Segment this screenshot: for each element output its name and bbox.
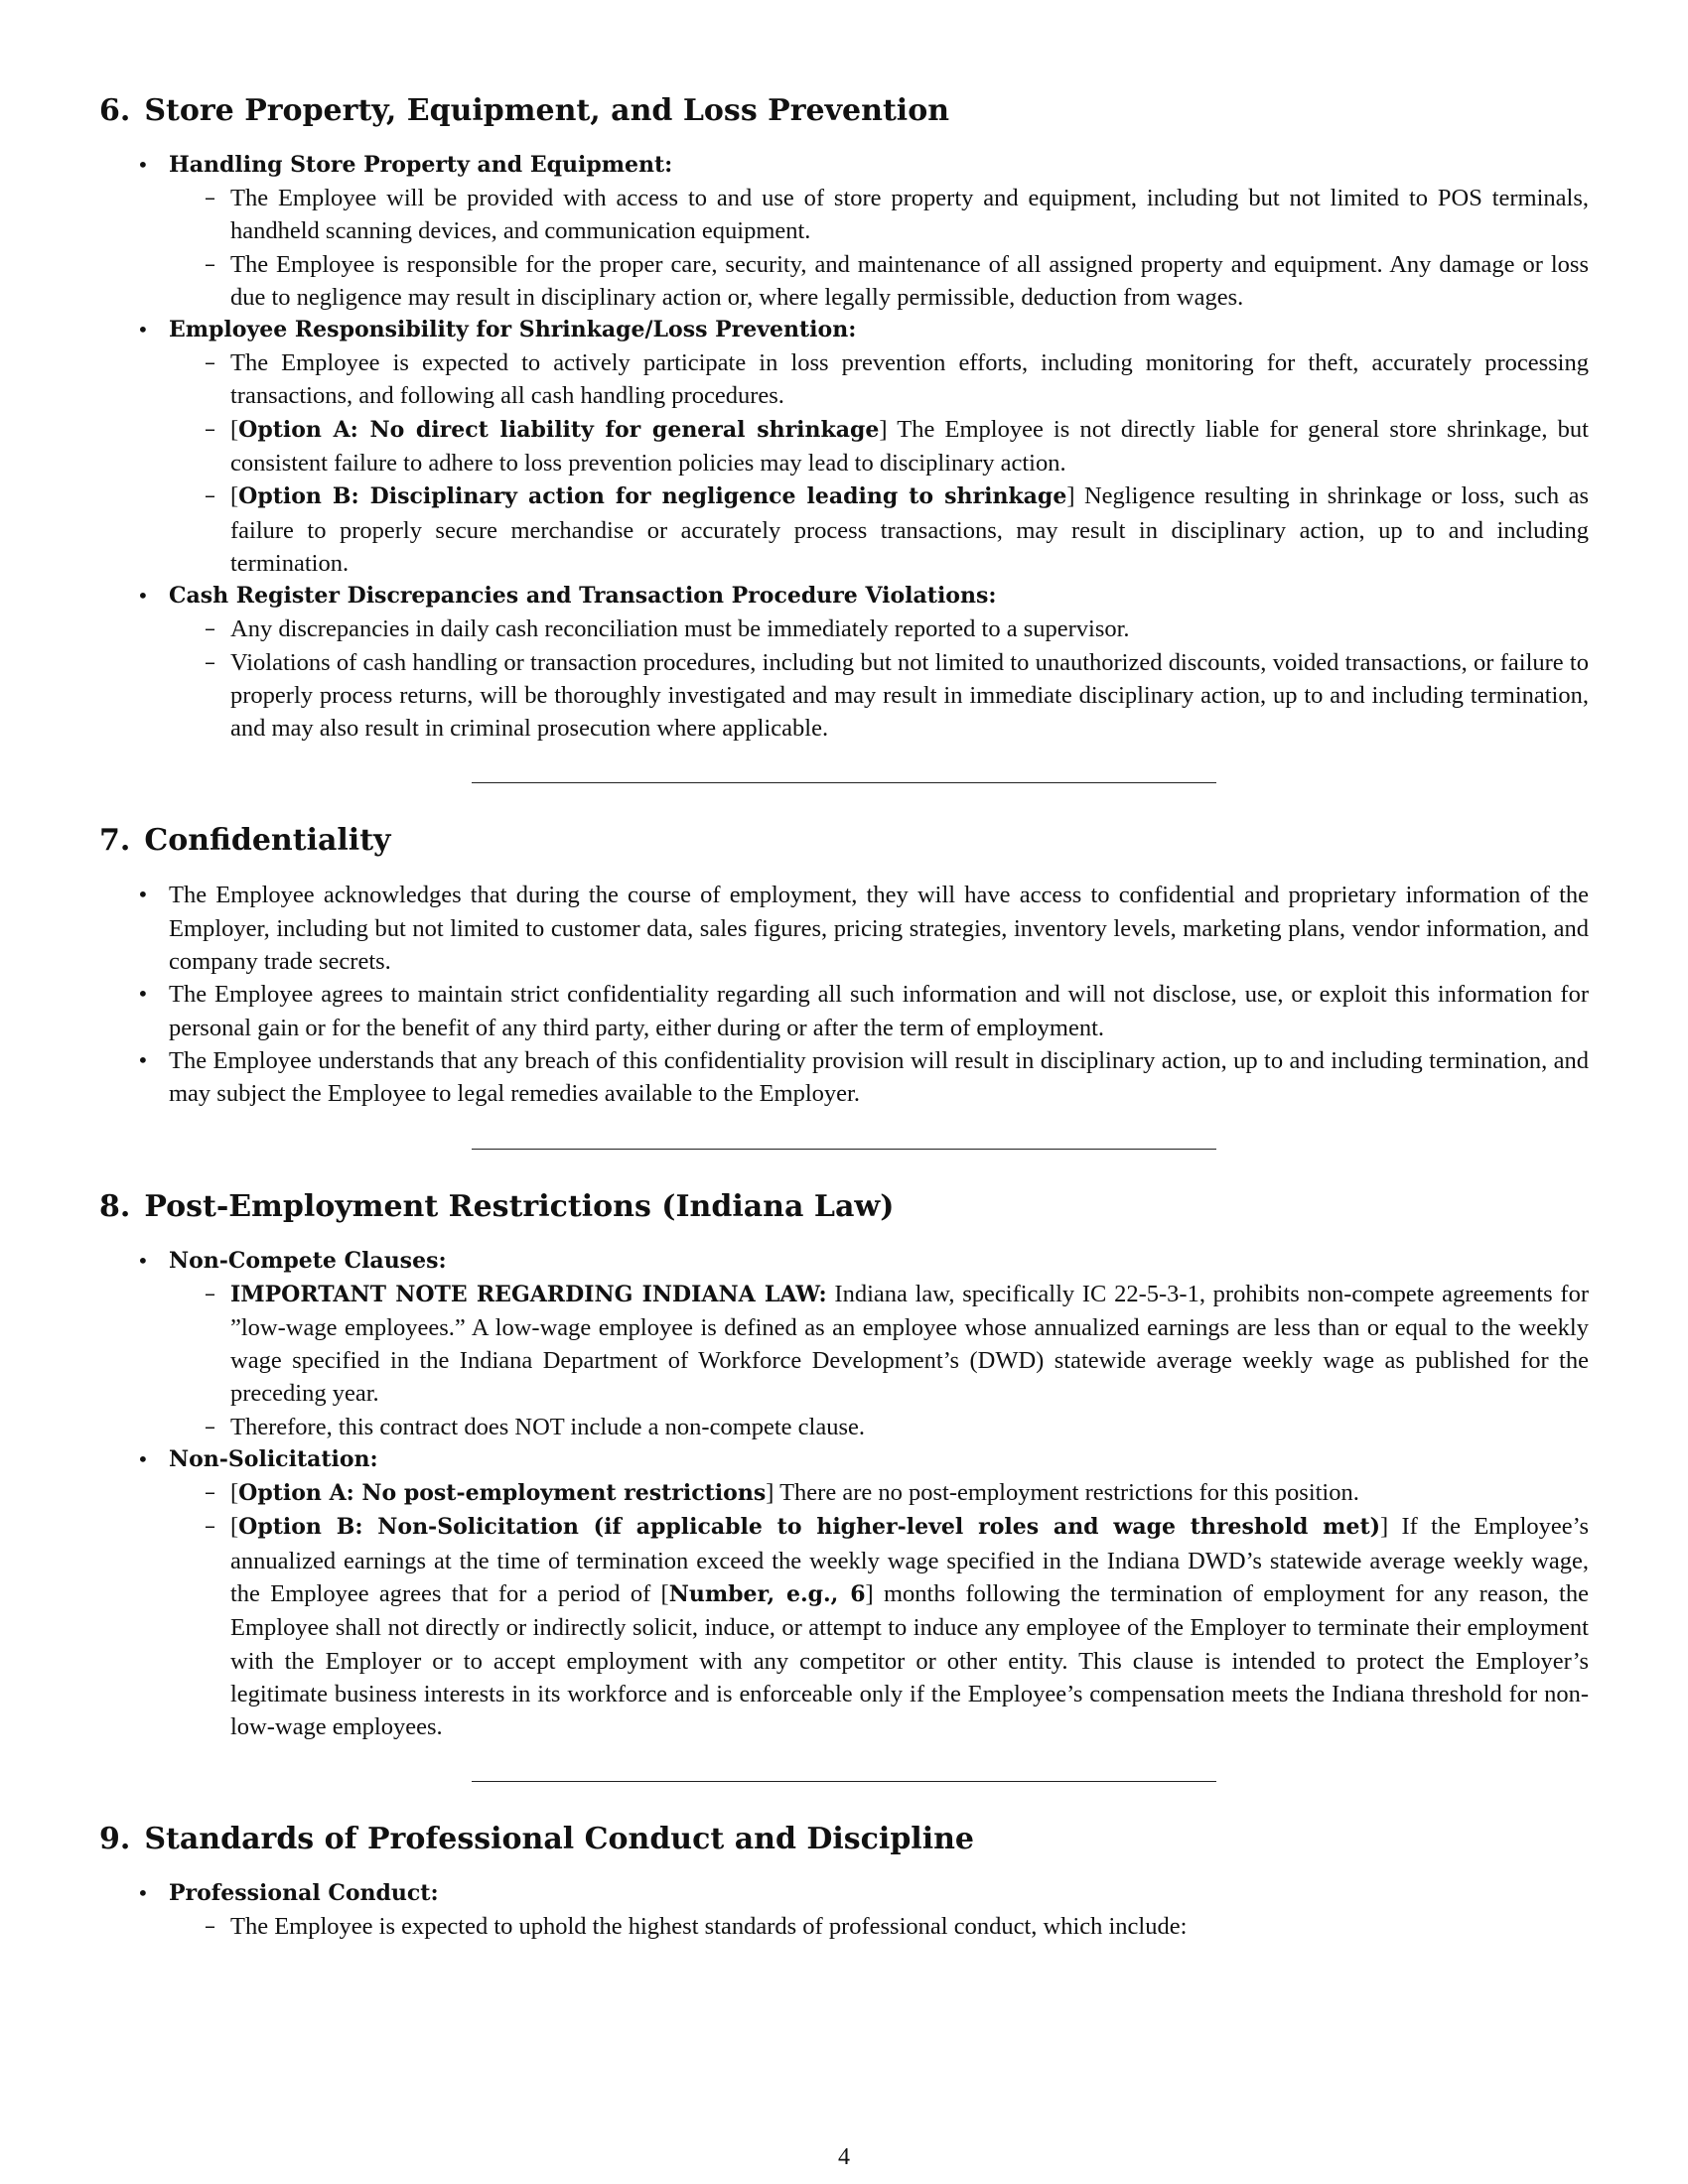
sub-list (169, 182, 1589, 314)
bracket: ] (1380, 1513, 1389, 1541)
paragraph-text: • The Employee agrees to maintain strict confidentiality regarding all such information and will not disclose, use, or exploit this information for personal gain or for the benefit of any third party, either during or after the term of employment. (169, 981, 1589, 1041)
list-item (99, 314, 1589, 580)
item-label: Professional Conduct: (169, 1880, 439, 1907)
option-text: Negligence resulting in shrinkage or loss, such as failure to properly secure merchandise or accurately process transactions, may result in disciplinary action, up to and including termination. (230, 482, 1589, 577)
paragraph-text: – The Employee is expected to actively participate in loss prevention efforts, including monitoring for theft, accurately processing transactions, and following all cash handling procedures. (230, 349, 1589, 410)
section-title: Standards of Professional Conduct and Discipline (144, 1822, 974, 1857)
paragraph-text (230, 1510, 1589, 1743)
list-item (99, 1443, 1589, 1743)
sub-list (169, 1476, 1589, 1743)
important-note-label: IMPORTANT NOTE REGARDING INDIANA LAW: (230, 1281, 827, 1307)
paragraph-text: – Any discrepancies in daily cash reconciliation must be immediately reported to a supervisor. (230, 615, 1130, 643)
paragraph-text: – Therefore, this contract does NOT include a non-compete clause. (230, 1413, 866, 1440)
option-text: The Employee is not directly liable for general store shrinkage, but consistent failure to adhere to loss prevention policies may lead to disciplinary action. (230, 415, 1589, 478)
section-6-heading (99, 91, 1589, 131)
section-8-heading (99, 1187, 1589, 1227)
section-divider (472, 782, 1216, 783)
section-7-heading (99, 821, 1589, 861)
sub-item (169, 646, 1589, 746)
section-9-heading (99, 1820, 1589, 1859)
section-7 (99, 821, 1589, 1110)
sub-list (169, 613, 1589, 745)
option-label: Option A: No direct liability for general shrinkage (238, 416, 880, 443)
section-title: Confidentiality (144, 823, 391, 859)
section-divider (472, 1149, 1216, 1150)
sub-item (169, 1411, 1589, 1443)
sub-item (169, 479, 1589, 580)
section-number: 8. (99, 1188, 131, 1224)
item-label: Non-Solicitation: (169, 1446, 378, 1473)
bracket: ] (1066, 482, 1075, 510)
bullet-list (99, 1245, 1589, 1744)
sub-list (169, 1910, 1589, 1943)
list-item (99, 1245, 1589, 1443)
section-number: 6. (99, 93, 131, 128)
paragraph-text: • The Employee acknowledges that during the course of employment, they will have access to confidential and proprietary information of the Employer, including but not limited to customer data, sales figures, pricing strategies, inventory levels, marketing plans, vendor information, and company trade secrets. (169, 882, 1589, 976)
list-item (99, 1044, 1589, 1111)
item-label: Employee Responsibility for Shrinkage/Loss Prevention: (169, 317, 857, 343)
item-label: Cash Register Discrepancies and Transaction Procedure Violations: (169, 583, 997, 610)
paragraph-text: – The Employee is expected to uphold the highest standards of professional conduct, which include: (230, 1913, 1188, 1941)
option-text: There are no post-employment restrictions for this position. (774, 1479, 1359, 1507)
section-9 (99, 1820, 1589, 1943)
sub-list (169, 1278, 1589, 1443)
bracket: [ (660, 1579, 669, 1607)
bracket: ] (766, 1479, 774, 1507)
option-label: Option B: Non-Solicitation (if applicable to higher-level roles and wage threshold met) (238, 1514, 1381, 1541)
bullet-list (99, 1877, 1589, 1943)
section-number: 9. (99, 1822, 131, 1857)
bracket: [ (230, 415, 239, 443)
list-item (99, 879, 1589, 978)
placeholder-number: Number, e.g., 6 (668, 1580, 866, 1607)
paragraph-text: – Violations of cash handling or transaction procedures, including but not limited to unauthorized discounts, voided transactions, or failure to properly process returns, will be thoroughly investigated and may result in immediate disciplinary action, up to and including termination, and may also result in criminal prosecution where applicable. (230, 648, 1589, 743)
sub-item (169, 182, 1589, 248)
section-number: 7. (99, 823, 131, 859)
bracket: ] (865, 1579, 874, 1607)
sub-item (169, 413, 1589, 480)
paragraph-text (230, 1278, 1589, 1411)
page-number: 4 (838, 2144, 850, 2170)
sub-item (169, 248, 1589, 315)
sub-item (169, 1476, 1589, 1510)
bracket: [ (230, 482, 239, 510)
section-title: Store Property, Equipment, and Loss Prevention (144, 93, 950, 128)
option-text: If the Employee’s annualized earnings at the time of termination exceed the weekly wage specified in the Indiana DWD’s statewide average weekly wage, the Employee agrees that for a period of (230, 1513, 1589, 1607)
bracket: [ (230, 1479, 239, 1507)
paragraph-text (230, 479, 1589, 580)
paragraph-text (230, 413, 1589, 480)
section-8 (99, 1187, 1589, 1744)
bullet-list (99, 149, 1589, 745)
bullet-list (99, 879, 1589, 1110)
section-title: Post-Employment Restrictions (Indiana Law) (144, 1188, 895, 1224)
sub-item (169, 613, 1589, 645)
paragraph-text: – The Employee is responsible for the proper care, security, and maintenance of all assigned property and equipment. Any damage or loss due to negligence may result in disciplinary action or, where legally permissible, deduction from wages. (230, 250, 1589, 311)
paragraph-text: – The Employee will be provided with access to and use of store property and equipment, including but not limited to POS terminals, handheld scanning devices, and communication equipment. (230, 185, 1589, 245)
list-item (99, 1877, 1589, 1943)
list-item (99, 580, 1589, 745)
option-text: months following the termination of employment for any reason, the Employee shall not directly or indirectly solicit, induce, or attempt to induce any employee of the Employer to terminate their employment with the Employer or to accept employment with any competitor or other entity. This clause is intended to protect the Employer’s legitimate business interests in its workforce and is enforceable only if the Employee’s compensation meets the Indiana threshold for non-low-wage employees. (230, 1579, 1589, 1741)
option-label: Option A: No post-employment restrictions (238, 1480, 767, 1507)
sub-item (169, 1510, 1589, 1743)
list-item (99, 978, 1589, 1044)
paragraph-text: • The Employee understands that any breach of this confidentiality provision will result in disciplinary action, up to and including termination, and may subject the Employee to legal remedies available to the Employer. (169, 1046, 1589, 1108)
item-label: Handling Store Property and Equipment: (169, 152, 673, 178)
note-text: Indiana law, specifically IC 22-5-3-1, prohibits non-compete agreements for ”low-wage employees.” A low-wage employee is defined as an employee whose annualized earnings are less than or equal to the weekly wage specified in the Indiana Department of Workforce Development’s (DWD) statewide average weekly wage as published for the preceding year. (230, 1280, 1589, 1408)
option-label: Option B: Disciplinary action for negligence leading to shrinkage (238, 483, 1067, 510)
section-6 (99, 91, 1589, 745)
section-divider (472, 1781, 1216, 1782)
sub-item (169, 346, 1589, 413)
sub-item (169, 1910, 1589, 1943)
bracket: [ (230, 1513, 239, 1541)
sub-list (169, 346, 1589, 580)
paragraph-text (230, 1476, 1589, 1510)
sub-item (169, 1278, 1589, 1411)
list-item (99, 149, 1589, 314)
item-label: Non-Compete Clauses: (169, 1247, 447, 1274)
bracket: ] (879, 415, 888, 443)
page-content (99, 91, 1589, 1944)
